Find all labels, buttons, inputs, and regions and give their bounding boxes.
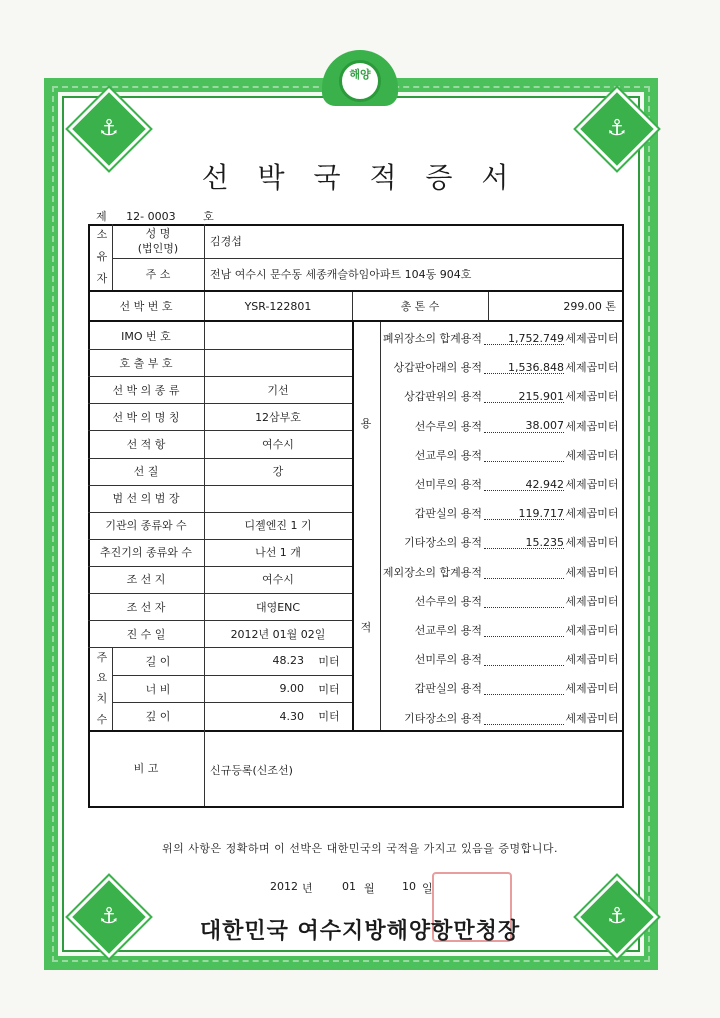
ship-field-value: 2012년 01월 02일 [230,627,326,641]
table-rule [352,322,354,730]
volume-value: 42.942 [525,477,564,491]
dimension-unit: 미터 [318,682,340,696]
volume-label: 제외장소의 합계용적 [382,565,482,579]
owner-name-sublabel: (법인명) [137,242,179,255]
gross-tonnage-label: 총 톤 수 [400,300,440,313]
remarks-label: 비 고 [133,762,159,775]
volume-label: 폐위장소의 합계용적 [382,332,482,345]
volume-value: 38.007 [525,419,564,433]
owner-group-label: 소 [96,228,108,241]
anchor-icon: ⚓ [576,876,658,958]
ship-field-label: 선 질 [133,465,159,479]
issue-day: 10 [402,880,416,893]
volume-group-label: 적 [360,621,372,634]
ship-field-value: 대영ENC [255,600,301,614]
volume-label: 선미루의 용적 [414,478,482,491]
volume-value [484,445,564,465]
table-rule [380,322,381,730]
volume-unit: 세제곱미터 [565,653,619,667]
volume-value [484,649,564,669]
dimension-label: 길 이 [145,654,171,668]
owner-name-label: 성 명 [145,227,171,240]
anchor-icon: ⚓ [576,88,658,170]
table-rule [204,224,205,290]
volume-value: 215.901 [518,389,564,403]
ship-field-label: 호 출 부 호 [119,356,173,370]
volume-unit: 세제곱미터 [565,624,619,637]
dimensions-group-label: 수 [96,712,108,726]
ship-number-value: YSR-122801 [244,299,312,313]
ship-field-value: 나선 1 개 [255,546,301,560]
ship-field-label: 선 박 의 종 류 [112,383,180,397]
dimension-label: 깊 이 [145,710,171,724]
dimensions-group-label: 치 [96,691,108,705]
issue-year-unit: 년 [302,882,313,895]
ship-field-value: 기선 [267,383,289,397]
owner-group-label: 유 [96,250,108,263]
volume-label: 선교루의 용적 [414,624,482,637]
ship-field-value [204,485,352,512]
volume-unit: 세제곱미터 [565,507,619,521]
issue-year: 2012 [270,880,298,893]
owner-address-value: 전남 여수시 문수동 세종캐슬하임아파트 104동 904호 [210,268,472,281]
cert-number-value: 12- 0003 [126,210,176,223]
ship-field-value: 여수시 [262,573,294,587]
volume-value [484,620,564,640]
table-rule [204,730,205,806]
volume-unit: 세제곱미터 [565,361,619,375]
ship-field-value: 디젤엔진 1 기 [244,519,312,533]
issuing-authority: 대한민국 여수지방해양항만청장 [199,919,521,944]
ship-field-label: IMO 번 호 [121,329,171,343]
volume-unit: 세제곱미터 [565,711,619,725]
dimensions-group-label: 요 [96,671,108,685]
table-rule [488,292,489,320]
issue-month-unit: 월 [364,882,375,895]
ship-field-label: 기관의 종류와 수 [105,519,187,533]
volume-unit: 세제곱미터 [565,332,619,345]
remarks-value: 신규등록(신조선) [210,764,293,777]
ship-number-label: 선 박 번 호 [119,300,173,313]
volume-unit: 세제곱미터 [565,565,619,579]
volume-value [484,591,564,611]
table-rule [622,224,624,808]
volume-value: 15.235 [525,535,564,549]
dimension-value: 4.30 [279,709,304,723]
issue-month: 01 [342,880,356,893]
volume-value [484,678,564,698]
document-title: 선 박 국 적 증 서 [201,161,519,194]
ship-field-value: 여수시 [262,437,294,451]
emblem-seal-icon: 해양 [339,60,381,102]
volume-value: 119.717 [518,506,564,520]
ship-field-label: 범 선 의 범 장 [112,492,180,506]
dimension-unit: 미터 [318,654,340,668]
ship-field-value: 강 [272,465,284,479]
cert-suffix: 호 [203,210,214,223]
certification-statement: 위의 사항은 정확하며 이 선박은 대한민국의 국적을 가지고 있음을 증명합니다. [162,842,558,855]
volume-unit: 세제곱미터 [565,448,619,462]
volume-value [484,708,564,728]
volume-label: 상갑판위의 용적 [404,390,482,404]
dimension-label: 너 비 [145,682,171,696]
volume-label: 갑판실의 용적 [414,507,482,521]
ship-field-label: 조 선 지 [126,573,166,587]
volume-group-label: 용 [360,417,372,430]
volume-unit: 세제곱미터 [565,390,619,404]
anchor-icon: ⚓ [68,876,150,958]
volume-label: 기타장소의 용적 [404,711,482,725]
volume-label: 상갑판아래의 용적 [393,361,482,375]
owner-address-label: 주 소 [145,268,171,281]
volume-unit: 세제곱미터 [565,594,619,608]
gross-tonnage-value: 299.00 톤 [563,300,616,313]
ship-field-value [204,322,352,349]
volume-unit: 세제곱미터 [565,478,619,491]
volume-label: 기타장소의 용적 [404,536,482,550]
owner-name-value: 김경섭 [210,235,242,248]
dimension-value: 9.00 [279,682,304,696]
volume-label: 선미루의 용적 [414,653,482,667]
volume-unit: 세제곱미터 [565,682,619,696]
volume-unit: 세제곱미터 [565,536,619,550]
volume-label: 선수루의 용적 [414,419,482,433]
owner-group-label: 자 [96,272,108,285]
volume-label: 선수루의 용적 [414,594,482,608]
anchor-icon: ⚓ [68,88,150,170]
issue-day-unit: 일 [422,882,433,895]
ship-field-value [204,349,352,376]
dimension-value: 48.23 [272,654,304,668]
volume-label: 선교루의 용적 [414,448,482,462]
volume-value: 1,536.848 [508,360,564,374]
cert-prefix: 제 [96,210,107,223]
ship-field-label: 선 적 항 [126,437,166,451]
dimension-unit: 미터 [318,710,340,724]
ship-field-label: 조 선 자 [126,600,166,614]
dimensions-group-label: 주 [96,650,108,664]
volume-label: 갑판실의 용적 [414,682,482,696]
ship-field-label: 선 박 의 명 칭 [112,410,180,424]
volume-value: 1,752.749 [508,331,564,345]
ship-field-label: 진 수 일 [126,627,166,641]
volume-value [484,562,564,582]
ship-field-value: 12삼부호 [255,410,301,424]
ship-field-label: 추진기의 종류와 수 [99,546,192,560]
volume-unit: 세제곱미터 [565,419,619,433]
certificate-number [96,208,214,224]
